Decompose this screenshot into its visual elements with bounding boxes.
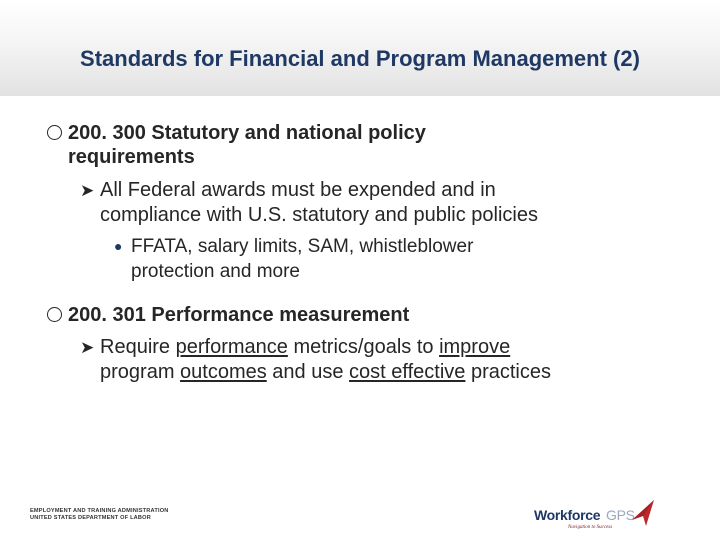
underlined-cost-effective: cost effective (349, 361, 466, 383)
hollow-circle-bullet-icon (47, 307, 62, 322)
underlined-improve: improve (439, 336, 511, 358)
bullet-1-sub-2-line-1: FFATA, salary limits, SAM, whistleblower (131, 236, 474, 257)
underlined-performance: performance (175, 336, 288, 358)
logo-tagline: Navigation to Success (568, 525, 613, 530)
logo-arrow-icon (630, 498, 656, 528)
hollow-circle-bullet-icon (47, 125, 62, 140)
gps-logo-word: GPS (606, 507, 635, 523)
slide-title: Standards for Financial and Program Management (2) (80, 46, 640, 71)
bullet-1-sub-2-line-2: protection and more (131, 261, 300, 282)
workforcegps-logo (534, 498, 694, 534)
bullet-2-sub-1-line-1: Require performance metrics/goals to improve (100, 336, 511, 358)
eta-dol-logo (30, 508, 169, 522)
bullet-1-sub-1-line-1: All Federal awards must be expended and in (100, 179, 496, 201)
bullet-2-sub-1-line-2: program outcomes and use cost effective practices (100, 361, 551, 383)
bullet-2-line-1: 200. 301 Performance measurement (68, 304, 410, 326)
eta-logo-line-1: EMPLOYMENT AND TRAINING ADMINISTRATION (30, 508, 169, 514)
arrow-bullet-icon: ➤ (80, 338, 95, 357)
round-bullet-icon: ● (114, 238, 123, 254)
bullet-1-sub-1-line-2: compliance with U.S. statutory and public policies (100, 204, 538, 226)
bullet-1-line-2: requirements (68, 146, 195, 168)
underlined-outcomes: outcomes (180, 361, 267, 383)
eta-logo-line-2: UNITED STATES DEPARTMENT OF LABOR (30, 515, 151, 521)
workforce-logo-word: Workforce (534, 507, 601, 523)
arrow-bullet-icon: ➤ (80, 181, 95, 200)
bullet-1-line-1: 200. 300 Statutory and national policy (68, 122, 426, 144)
